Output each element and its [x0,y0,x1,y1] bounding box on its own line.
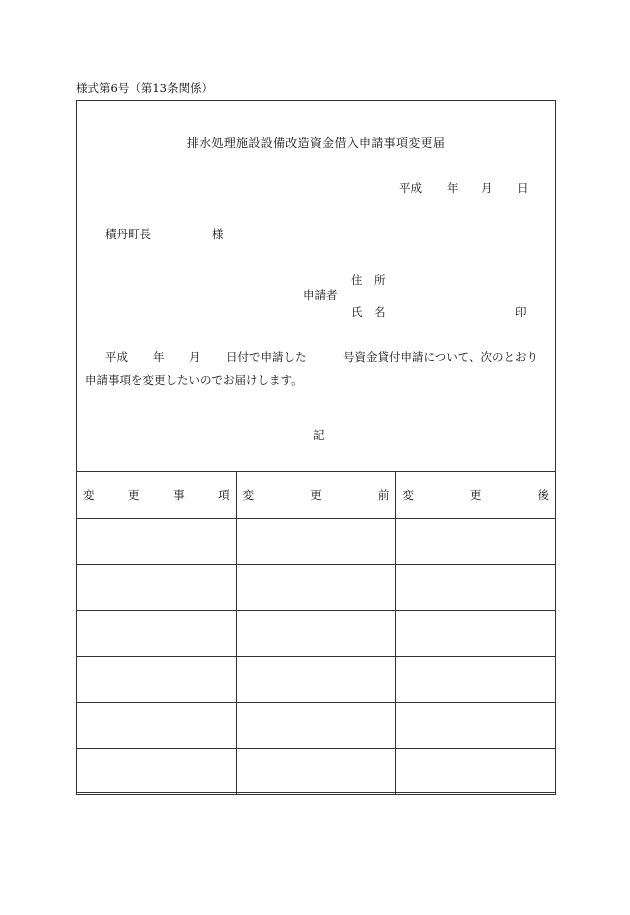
table-cell[interactable] [396,749,556,795]
body-number-phrase: 号資金貸付申請について、次のとおり [343,350,539,364]
seal-mark: 印 [515,305,527,319]
table-cell[interactable] [77,749,237,795]
table-row [77,565,556,611]
header-change-item: 変 更 事 項 [77,472,237,519]
applicant-name-label: 氏 名 [351,305,386,319]
applicant-address-label: 住 所 [351,273,386,287]
table-row [77,611,556,657]
date-month: 月 [481,181,493,195]
date-day: 日 [517,181,529,195]
table-cell[interactable] [77,611,237,657]
changes-table [76,471,556,795]
table-row [77,657,556,703]
table-row [77,703,556,749]
ki-label: 記 [313,428,325,442]
form-title: 排水処理施設設備改造資金借入申請事項変更届 [186,136,446,150]
body-era: 平成 [105,350,128,364]
date-year: 年 [447,181,459,195]
header-before-change: 変 更 前 [236,472,396,519]
body-month: 月 [189,350,201,364]
body-line-2: 申請事項を変更したいのでお届けします。 [85,373,303,387]
table-cell[interactable] [396,703,556,749]
table-cell[interactable] [396,519,556,565]
date-era: 平成 [399,181,422,195]
form-number: 様式第6号（第13条関係） [76,81,213,95]
recipient-honorific: 様 [212,227,224,241]
header-after-change: 変 更 後 [396,472,556,519]
table-cell[interactable] [77,703,237,749]
body-day-phrase: 日付で申請した [226,350,307,364]
table-cell[interactable] [236,657,396,703]
form-frame [76,100,556,793]
table-header-row [77,472,556,519]
table-cell[interactable] [396,611,556,657]
table-cell[interactable] [396,657,556,703]
table-cell[interactable] [236,519,396,565]
table-row [77,749,556,795]
table-cell[interactable] [396,565,556,611]
table-cell[interactable] [77,519,237,565]
recipient-name: 積丹町長 [105,227,151,241]
table-cell[interactable] [236,749,396,795]
table-cell[interactable] [77,657,237,703]
applicant-label: 申請者 [303,288,338,302]
table-row [77,519,556,565]
table-cell[interactable] [236,703,396,749]
body-year: 年 [153,350,165,364]
table-cell[interactable] [77,565,237,611]
table-cell[interactable] [236,565,396,611]
table-cell[interactable] [236,611,396,657]
